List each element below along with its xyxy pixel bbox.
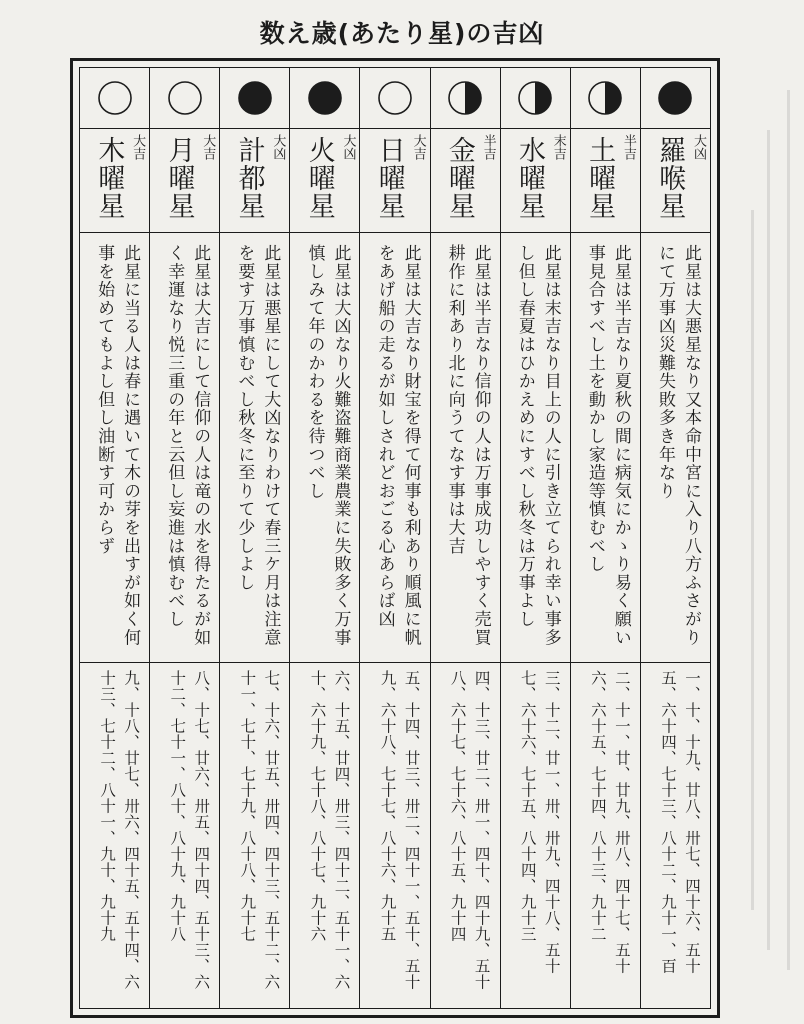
ages-cell <box>501 662 570 1008</box>
star-name: 木曜星 <box>93 136 125 220</box>
moon-cell <box>431 68 500 129</box>
fortune-label: 半吉 <box>620 134 636 160</box>
moon-phase-icon <box>517 80 553 116</box>
name-cell <box>150 128 219 233</box>
star-ages: 三、十二、廿一、卅、卅九、四十八、五十七、六十六、七十五、八十四、九十三 <box>518 670 561 974</box>
star-description: 此星は大吉にして信仰の人は竜の水を得たるが如く幸運なり悦三重の年と云但し妄進は慎むべし <box>164 244 211 647</box>
star-ages: 五、十四、廿三、卅二、四十一、五十、五十九、六十八、七十七、八十六、九十五 <box>378 670 421 990</box>
star-name: 水曜星 <box>514 136 546 220</box>
moon-cell <box>571 68 640 129</box>
star-description: 此星は大吉なり財宝を得て何事も利あり順風に帆をあげ船の走るが如しされどおごる心あらば凶 <box>374 244 421 647</box>
ages-cell <box>431 662 500 1008</box>
star-name: 日曜星 <box>373 136 405 220</box>
description-cell <box>360 232 429 663</box>
star-description: 此星は大悪星なり又本命中宮に入り八方ふさがりにて万事凶災難失敗多き年なり <box>655 244 701 647</box>
star-name: 計都星 <box>233 136 265 220</box>
star-description: 此星は末吉なり目上の人に引き立てられ幸い事多し但し春夏はひかえめにすべし秋冬は万事よし <box>514 244 561 647</box>
moon-phase-icon <box>97 80 133 116</box>
moon-phase-icon <box>447 80 483 116</box>
description-cell <box>571 232 640 663</box>
star-column <box>359 68 429 1008</box>
moon-phase-icon <box>237 80 273 116</box>
page-title: 数え歳(あたり星)の吉凶 <box>259 19 545 48</box>
star-fortune-table <box>79 67 711 1009</box>
fortune-label: 大凶 <box>270 134 286 160</box>
description-cell <box>641 232 710 663</box>
name-cell <box>80 128 149 233</box>
description-cell <box>80 232 149 663</box>
description-cell <box>431 232 500 663</box>
fortune-label: 大吉 <box>130 134 146 160</box>
star-column <box>289 68 359 1008</box>
star-column <box>640 68 710 1008</box>
description-cell <box>501 232 570 663</box>
description-cell <box>220 232 289 663</box>
fortune-label: 半吉 <box>480 134 496 160</box>
star-description: 此星は大凶なり火難盗難商業農業に失敗多く万事慎しみて年のかわるを待つべし <box>304 244 351 647</box>
ages-cell <box>360 662 429 1008</box>
name-cell <box>290 128 359 233</box>
star-ages: 八、十七、廿六、卅五、四十四、五十三、六十二、七十一、八十、八十九、九十八 <box>168 670 211 990</box>
table-frame <box>70 58 720 1018</box>
moon-cell <box>80 68 149 129</box>
star-column <box>149 68 219 1008</box>
moon-cell <box>290 68 359 129</box>
ages-cell <box>571 662 640 1008</box>
moon-phase-icon <box>167 80 203 116</box>
star-column <box>219 68 289 1008</box>
star-description: 此星は半吉なり夏秋の間に病気にかゝり易く願い事見合すべし土を動かし家造等慎むべし <box>584 244 631 647</box>
star-name: 金曜星 <box>443 136 475 220</box>
star-column <box>430 68 500 1008</box>
fortune-label: 大凶 <box>340 134 356 160</box>
moon-cell <box>641 68 710 129</box>
ages-cell <box>150 662 219 1008</box>
name-cell <box>571 128 640 233</box>
star-column <box>570 68 640 1008</box>
star-name: 月曜星 <box>163 136 195 220</box>
star-description: 此星に当る人は春に遇いて木の芽を出すが如く何事を始めてもよし但し油断す可からず <box>94 244 141 647</box>
fortune-label: 末吉 <box>550 134 566 160</box>
ages-cell <box>80 662 149 1008</box>
star-description: 此星は悪星にして大凶なりわけて春三ケ月は注意を要す万事慎むべし秋冬に至りて少しよし <box>234 244 281 647</box>
star-name: 土曜星 <box>584 136 616 220</box>
name-cell <box>501 128 570 233</box>
star-ages: 七、十六、廿五、卅四、四十三、五十二、六十一、七十、七十九、八十八、九十七 <box>238 670 281 990</box>
star-ages: 二、十一、廿、廿九、卅八、四十七、五十六、六十五、七十四、八十三、九十二 <box>588 670 631 974</box>
name-cell <box>360 128 429 233</box>
name-cell <box>641 128 710 233</box>
star-ages: 九、十八、廿七、卅六、四十五、五十四、六十三、七十二、八十一、九十、九十九 <box>98 670 141 990</box>
star-column <box>80 68 149 1008</box>
moon-cell <box>360 68 429 129</box>
name-cell <box>431 128 500 233</box>
name-cell <box>220 128 289 233</box>
star-column <box>500 68 570 1008</box>
moon-cell <box>501 68 570 129</box>
ages-cell <box>641 662 710 1008</box>
star-name: 羅喉星 <box>654 136 686 220</box>
bleed-through-shadow <box>744 90 804 990</box>
moon-phase-icon <box>587 80 623 116</box>
description-cell <box>150 232 219 663</box>
fortune-label: 大凶 <box>691 134 706 160</box>
description-cell <box>290 232 359 663</box>
star-ages: 六、十五、廿四、卅三、四十二、五十一、六十、六十九、七十八、八十七、九十六 <box>308 670 351 990</box>
star-name: 火曜星 <box>303 136 335 220</box>
star-description: 此星は半吉なり信仰の人は万事成功しやすく売買耕作に利あり北に向うてなす事は大吉 <box>444 244 491 647</box>
ages-cell <box>220 662 289 1008</box>
fortune-label: 大吉 <box>410 134 426 160</box>
fortune-label: 大吉 <box>200 134 216 160</box>
star-ages: 一、十、十九、廿八、卅七、四十六、五十五、六十四、七十三、八十二、九十一、百 <box>659 670 701 974</box>
ages-cell <box>290 662 359 1008</box>
moon-phase-icon <box>657 80 693 116</box>
moon-cell <box>220 68 289 129</box>
moon-phase-icon <box>307 80 343 116</box>
moon-cell <box>150 68 219 129</box>
star-ages: 四、十三、廿二、卅一、四十、四十九、五十八、六十七、七十六、八十五、九十四 <box>448 670 491 990</box>
moon-phase-icon <box>377 80 413 116</box>
